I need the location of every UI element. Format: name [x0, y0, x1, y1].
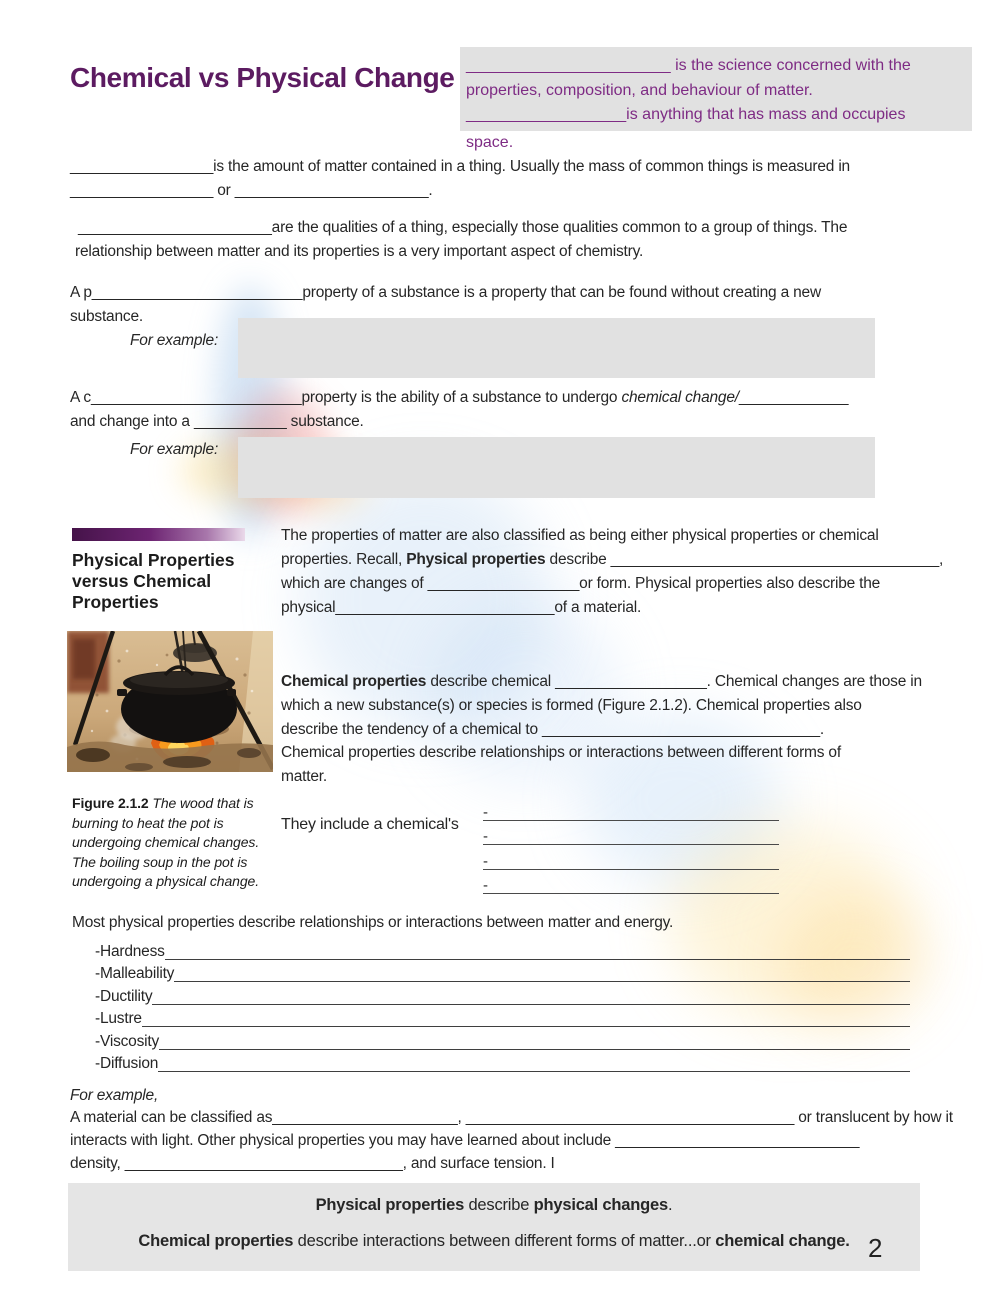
property-list-row: [95, 1010, 910, 1027]
text-line: describe the tendency of a chemical to _________________________________.: [281, 721, 824, 738]
definition-box: [460, 47, 972, 131]
blank-rule: [165, 942, 910, 960]
text-line: _______________________are the qualities of a thing, especially those qualities common to a group of things. The: [78, 219, 848, 236]
fill-in-blank-line: -: [483, 804, 779, 821]
for-example-label: For example,: [70, 1087, 159, 1104]
definition-line: __________________is anything that has mass and occupies: [466, 106, 906, 123]
section-heading-line: Physical Properties: [72, 550, 235, 570]
fill-in-blank-line: -: [483, 877, 779, 894]
definition-overflow-line: space.: [466, 134, 514, 151]
section-gradient-bar: [72, 528, 245, 541]
fill-in-blank-line: -: [483, 828, 779, 845]
property-label: -Lustre: [95, 1010, 142, 1027]
text-line: A material can be classified as______________________, _______________________________________ or translucent by how it: [70, 1109, 953, 1126]
property-list-row: [95, 1033, 910, 1050]
text-segment: Chemical properties: [138, 1232, 294, 1250]
text-line: The properties of matter are also classified as being either physical properties or chemical: [281, 527, 879, 544]
summary-line: [68, 1196, 920, 1215]
text-line: relationship between matter and its properties is a very important aspect of chemistry.: [75, 243, 644, 260]
text-segment: chemical change/: [621, 389, 739, 406]
text-line: which are changes of __________________or form. Physical properties also describe the: [281, 575, 881, 592]
text-line: A p_________________________property of a substance is a property that can be found without creating a new: [70, 284, 821, 301]
text-segment: properties. Recall,: [281, 551, 407, 568]
text-line: _________________ or _______________________.: [70, 182, 433, 199]
text-segment: physical changes: [533, 1196, 668, 1214]
blank-rule: [142, 1009, 910, 1027]
section-heading-line: Properties: [72, 592, 159, 612]
property-label: -Hardness: [95, 943, 165, 960]
text-line: matter.: [281, 768, 327, 785]
property-list-row: [95, 943, 910, 960]
text-segment: describe chemical __________________. Chemical changes are those in: [426, 673, 922, 690]
text-line: [281, 550, 943, 570]
property-label: -Diffusion: [95, 1055, 159, 1072]
fill-in-blank-line: -: [483, 853, 779, 870]
property-label: -Malleability: [95, 965, 175, 982]
definition-line: properties, composition, and behaviour of matter.: [466, 81, 813, 99]
text-line: [281, 672, 922, 692]
text-line: Most physical properties describe relationships or interactions between matter and energy.: [72, 914, 674, 931]
blank-rule: [159, 1032, 910, 1050]
text-line: Chemical properties describe relationships or interactions between different forms of: [281, 744, 841, 761]
text-segment: Chemical properties: [281, 673, 427, 690]
page-title: Chemical vs Physical Change: [70, 62, 455, 93]
text-line: density, _________________________________, and surface tension. I: [70, 1155, 555, 1172]
definition-line: _______________________ is the science concerned with the: [466, 57, 911, 74]
figure-label: Figure 2.1.2: [72, 795, 149, 811]
text-line: interacts with light. Other physical properties you may have learned about include _____________________________: [70, 1132, 860, 1149]
include-label: They include a chemical's: [281, 816, 459, 833]
summary-box: [68, 1183, 920, 1271]
property-list-row: [95, 1055, 910, 1072]
text-line: [70, 388, 848, 408]
text-line: _________________is the amount of matter contained in a thing. Usually the mass of common things is measured in: [70, 158, 850, 175]
page-number: 2: [868, 1233, 883, 1263]
for-example-label: For example:: [130, 332, 219, 349]
figure-caption-text: The wood that is burning to heat the pot is undergoing chemical changes. The boiling soup in the pot is undergoing a physical change.: [72, 795, 260, 890]
blank-rule: [174, 964, 910, 982]
section-heading-line: versus Chemical: [72, 571, 212, 591]
campfire-photo: [67, 631, 273, 772]
section-heading: [72, 550, 234, 613]
property-label: -Viscosity: [95, 1033, 160, 1050]
text-line: physical__________________________of a material.: [281, 599, 642, 616]
text-segment: describe _______________________________________,: [545, 551, 944, 568]
text-segment: A c_________________________property is the ability of a substance to undergo: [70, 389, 622, 406]
text-segment: Physical properties: [315, 1196, 465, 1214]
text-line: substance.: [70, 308, 143, 325]
text-segment: describe interactions between different forms of matter...or: [293, 1232, 716, 1250]
text-segment: describe: [464, 1196, 534, 1214]
blank-rule: [158, 1054, 910, 1072]
blank-rule: [152, 987, 910, 1005]
text-line: and change into a ___________ substance.: [70, 413, 364, 430]
for-example-label: For example:: [130, 441, 219, 458]
text-segment: _____________: [738, 389, 849, 406]
text-segment: chemical change.: [715, 1232, 850, 1250]
example-answer-box: [238, 318, 875, 378]
text-segment: Physical properties: [406, 551, 546, 568]
property-label: -Ductility: [95, 988, 153, 1005]
property-list-row: [95, 965, 910, 982]
figure-caption: [72, 794, 268, 892]
example-answer-box: [238, 437, 875, 498]
text-segment: .: [667, 1196, 673, 1214]
summary-line: [68, 1232, 920, 1251]
property-list-row: [95, 988, 910, 1005]
text-line: which a new substance(s) or species is formed (Figure 2.1.2). Chemical properties also: [281, 697, 862, 714]
